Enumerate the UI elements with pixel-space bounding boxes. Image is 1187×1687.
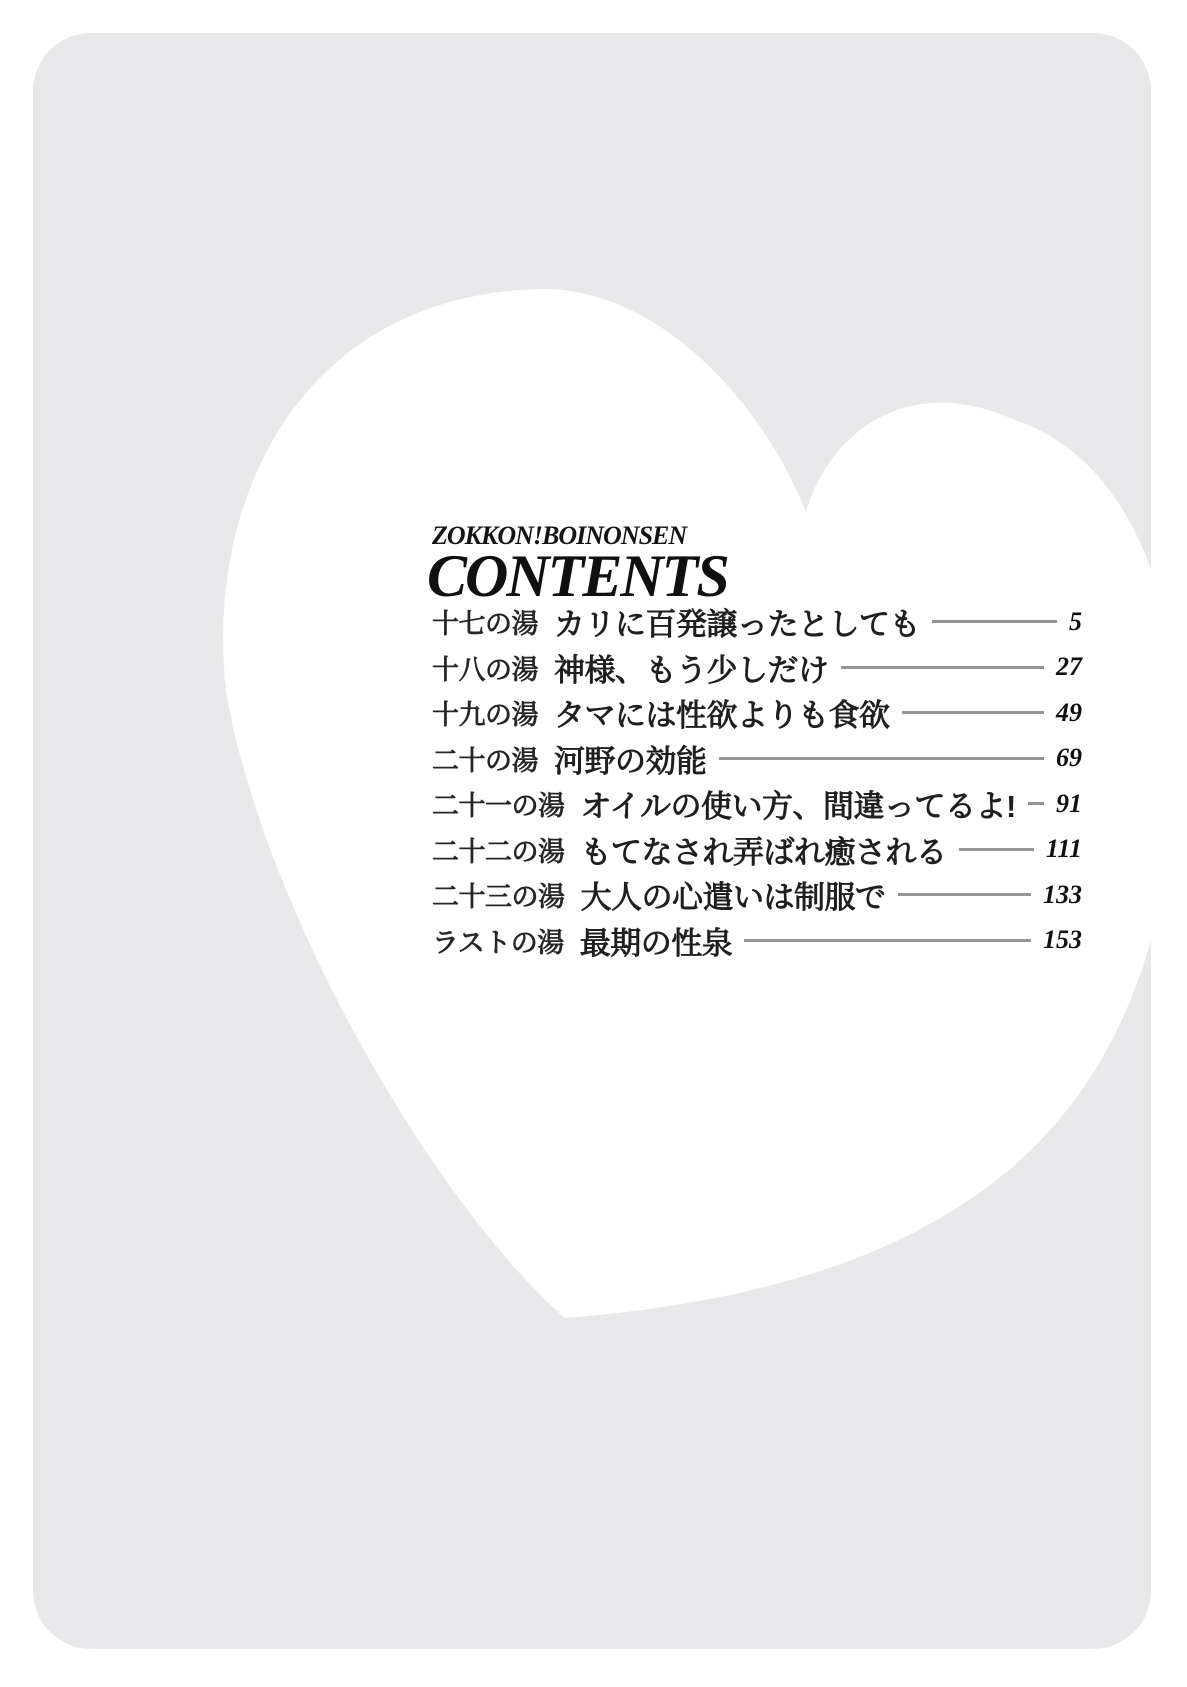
chapter-title: 神様、もう少しだけ — [554, 652, 829, 688]
toc-row — [432, 872, 1082, 918]
page — [33, 33, 1151, 1649]
table-of-contents — [432, 599, 1082, 963]
leader-line — [932, 620, 1057, 623]
chapter-title: タマには性欲よりも食欲 — [554, 698, 890, 734]
chapter-title: カリに百発譲ったとしても — [554, 607, 920, 643]
page-number: 69 — [1056, 743, 1082, 773]
toc-row — [432, 690, 1082, 736]
chapter-title: 大人の心遣いは制服で — [580, 880, 886, 916]
toc-row — [432, 827, 1082, 873]
toc-row — [432, 599, 1082, 645]
leader-line — [1028, 802, 1044, 805]
page-number: 153 — [1043, 925, 1082, 955]
leader-line — [898, 893, 1032, 896]
chapter-label: 十七の湯 — [432, 609, 538, 640]
chapter-label: 十九の湯 — [432, 700, 538, 731]
toc-row — [432, 645, 1082, 691]
page-number: 49 — [1056, 697, 1082, 727]
toc-row — [432, 781, 1082, 827]
chapter-label: 十八の湯 — [432, 654, 538, 685]
page-number: 5 — [1069, 606, 1082, 636]
chapter-label: ラストの湯 — [432, 927, 564, 958]
page-number: 133 — [1043, 879, 1082, 909]
leader-line — [902, 711, 1045, 714]
chapter-title: 最期の性泉 — [579, 925, 733, 961]
page-number: 91 — [1056, 788, 1082, 818]
page-number: 27 — [1056, 652, 1082, 682]
toc-row — [432, 918, 1082, 964]
chapter-label: 二十三の湯 — [432, 882, 565, 913]
chapter-label: 二十の湯 — [432, 745, 538, 776]
contents-title: CONTENTS — [427, 543, 728, 609]
chapter-label: 二十一の湯 — [432, 791, 565, 822]
leader-line — [719, 757, 1045, 760]
toc-row — [432, 736, 1082, 782]
leader-line — [841, 666, 1045, 669]
chapter-title: もてなされ弄ばれ癒される — [580, 834, 947, 870]
page-number: 111 — [1045, 834, 1082, 864]
chapter-title: 河野の効能 — [554, 743, 707, 779]
brand-text: ZOKKON!BOINONSEN — [432, 521, 687, 550]
leader-line — [744, 939, 1031, 942]
chapter-label: 二十二の湯 — [432, 836, 565, 867]
leader-line — [959, 848, 1034, 851]
chapter-title: オイルの使い方、間違ってるよ! — [580, 789, 1016, 825]
